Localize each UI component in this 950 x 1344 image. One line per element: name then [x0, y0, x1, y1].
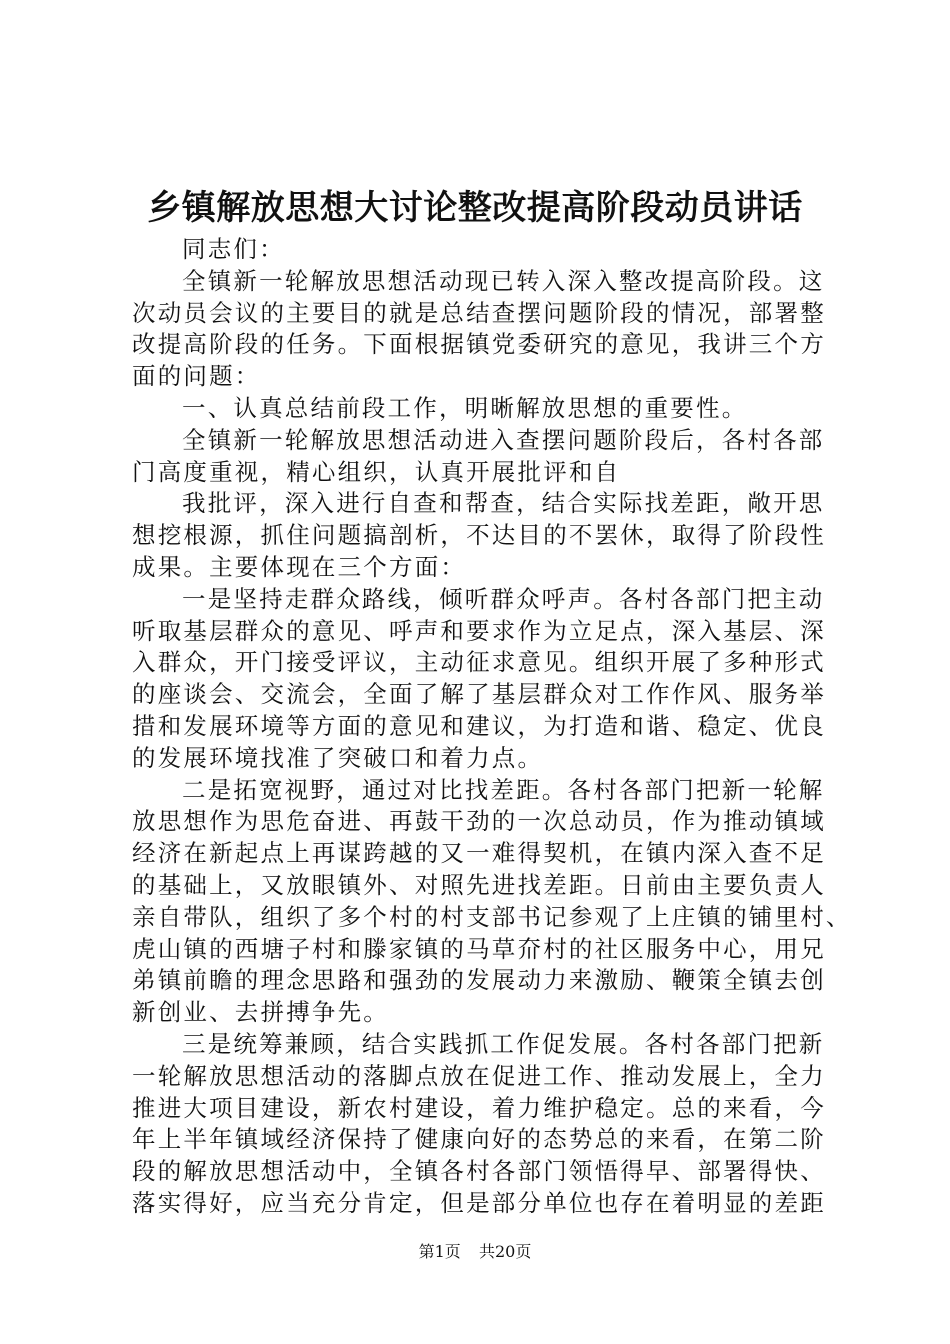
page-footer	[0, 1240, 950, 1264]
page-total: 共20页	[479, 1242, 532, 1261]
paragraph-line: 虎山镇的西塘子村和滕家镇的马草夼村的社区服务中心，用兄	[132, 934, 826, 963]
paragraph-line: 门高度重视，精心组织，认真开展批评和自	[132, 457, 621, 486]
page-number: 第1页	[418, 1242, 461, 1261]
salutation-line: 同志们：	[182, 235, 285, 263]
paragraph-line: 的座谈会、交流会，全面了解了基层群众对工作作风、服务举	[132, 680, 826, 709]
paragraph-line: 经济在新起点上再谋跨越的又一难得契机，在镇内深入查不足	[132, 839, 826, 868]
paragraph-line: 全镇新一轮解放思想活动现已转入深入整改提高阶段。这	[182, 266, 825, 295]
paragraph-line: 全镇新一轮解放思想活动进入查摆问题阶段后，各村各部	[182, 425, 825, 454]
paragraph-line: 次动员会议的主要目的就是总结查摆问题阶段的情况，部署整	[132, 298, 826, 327]
paragraph-line: 入群众，开门接受评议，主动征求意见。组织开展了多种形式	[132, 648, 826, 677]
paragraph-line: 听取基层群众的意见、呼声和要求作为立足点，深入基层、深	[132, 616, 826, 645]
document-title: 乡镇解放思想大讨论整改提高阶段动员讲话	[147, 188, 803, 228]
paragraph-line: 放思想作为思危奋进、再鼓干劲的一次总动员，作为推动镇域	[132, 807, 826, 836]
paragraph-line: 面的问题：	[132, 362, 261, 391]
paragraph-line: 我批评，深入进行自查和帮查，结合实际找差距，敞开思	[182, 489, 825, 518]
paragraph-line: 落实得好，应当充分肯定，但是部分单位也存在着明显的差距	[132, 1188, 826, 1217]
paragraph-line: 措和发展环境等方面的意见和建议，为打造和谐、稳定、优良	[132, 711, 826, 740]
paragraph-line: 一是坚持走群众路线，倾听群众呼声。各村各部门把主动	[182, 584, 825, 613]
paragraph-line: 成果。主要体现在三个方面：	[132, 552, 467, 581]
paragraph-line: 想挖根源，抓住问题搞剖析，不达目的不罢休，取得了阶段性	[132, 521, 826, 550]
paragraph-line: 三是统筹兼顾，结合实践抓工作促发展。各村各部门把新	[182, 1029, 825, 1058]
paragraph-line: 年上半年镇域经济保持了健康向好的态势总的来看，在第二阶	[132, 1125, 826, 1154]
paragraph-line: 段的解放思想活动中，全镇各村各部门领悟得早、部署得快、	[132, 1157, 826, 1186]
paragraph-line: 新创业、去拼搏争先。	[132, 998, 389, 1027]
paragraph-line: 的基础上，又放眼镇外、对照先进找差距。日前由主要负责人	[132, 870, 826, 899]
paragraph-line: 的发展环境找准了突破口和着力点。	[132, 743, 544, 772]
paragraph-line: 改提高阶段的任务。下面根据镇党委研究的意见，我讲三个方	[132, 330, 826, 359]
paragraph-line: 亲自带队，组织了多个村的村支部书记参观了上庄镇的铺里村、	[132, 902, 852, 931]
paragraph-line: 二是拓宽视野，通过对比找差距。各村各部门把新一轮解	[182, 775, 825, 804]
paragraph-line: 一轮解放思想活动的落脚点放在促进工作、推动发展上，全力	[132, 1061, 826, 1090]
document-body	[132, 234, 852, 1220]
paragraph-line: 推进大项目建设，新农村建设，着力维护稳定。总的来看，今	[132, 1093, 826, 1122]
section-heading-line: 一、认真总结前段工作，明晰解放思想的重要性。	[182, 393, 748, 422]
paragraph-line: 弟镇前瞻的理念思路和强劲的发展动力来激励、鞭策全镇去创	[132, 966, 826, 995]
